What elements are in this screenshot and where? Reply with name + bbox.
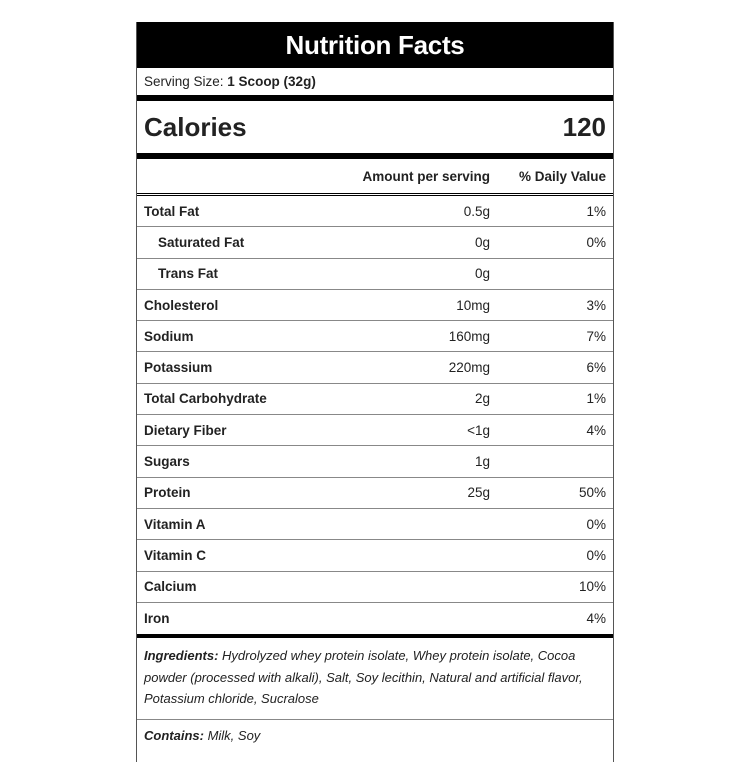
calories-value: 120 — [562, 111, 606, 142]
nutrient-row — [137, 259, 613, 290]
ingredients-text: Hydrolyzed whey protein isolate, Whey protein isolate, Cocoa powder (processed with alkali), Salt, Soy lecithin, Natural and artificial flavor, Potassium chloride, Sucralose — [144, 648, 583, 707]
nutrient-amount: 2g — [474, 391, 490, 407]
nutrient-daily-value: 1% — [586, 203, 606, 219]
ingredients-block — [137, 638, 613, 720]
nutrient-amount: 0.5g — [463, 203, 490, 219]
nutrient-row — [137, 384, 613, 415]
contains-label: Contains: — [144, 727, 208, 743]
nutrient-amount: 160mg — [448, 328, 490, 344]
nutrient-daily-value: 0% — [586, 547, 606, 563]
nutrient-row — [137, 478, 613, 509]
serving-size — [137, 68, 613, 101]
ingredients-label: Ingredients: — [144, 648, 223, 664]
nutrient-row — [137, 321, 613, 352]
serving-size-label: Serving Size: — [144, 74, 228, 89]
calories-label: Calories — [144, 111, 247, 142]
nutrient-row — [137, 540, 613, 571]
nutrient-name: Dietary Fiber — [144, 422, 227, 438]
nutrient-amount: 0g — [474, 266, 490, 282]
nutrient-daily-value: 10% — [578, 579, 606, 595]
nutrient-row — [137, 352, 613, 383]
nutrient-row — [137, 196, 613, 227]
nutrient-name: Sugars — [144, 454, 190, 470]
nutrient-name: Calcium — [144, 579, 197, 595]
nutrient-daily-value: 50% — [578, 485, 606, 501]
nutrient-amount: 0g — [474, 234, 490, 250]
nutrient-row — [137, 509, 613, 540]
calories-row — [137, 101, 613, 159]
nutrient-name: Saturated Fat — [158, 234, 245, 250]
nutrient-daily-value: 4% — [586, 422, 606, 438]
nutrient-row — [137, 415, 613, 446]
nutrient-amount: 1g — [474, 454, 490, 470]
nutrient-amount: 220mg — [448, 360, 490, 376]
nutrient-daily-value: 6% — [586, 360, 606, 376]
nutrient-row — [137, 572, 613, 603]
nutrient-name: Cholesterol — [144, 297, 219, 313]
label-title: Nutrition Facts — [137, 22, 613, 68]
nutrient-name: Vitamin C — [144, 547, 207, 563]
nutrient-row — [137, 446, 613, 477]
nutrient-row — [137, 290, 613, 321]
contains-text: Milk, Soy — [207, 727, 261, 743]
column-header — [137, 159, 613, 196]
nutrient-name: Potassium — [144, 360, 213, 376]
nutrient-daily-value: 1% — [586, 391, 606, 407]
nutrient-name: Sodium — [144, 328, 194, 344]
nutrient-name: Iron — [144, 611, 170, 626]
nutrition-facts-label — [136, 22, 614, 762]
nutrient-row — [137, 603, 613, 634]
daily-value-header: % Daily Value — [518, 168, 606, 184]
nutrient-name: Trans Fat — [158, 266, 219, 282]
nutrient-name: Vitamin A — [144, 516, 206, 532]
nutrient-daily-value: 7% — [586, 328, 606, 344]
nutrient-name: Total Fat — [144, 203, 200, 219]
nutrient-daily-value: 0% — [586, 516, 606, 532]
nutrient-row — [137, 227, 613, 258]
nutrient-amount: 25g — [467, 485, 490, 501]
serving-size-value: 1 Scoop (32g) — [227, 74, 316, 89]
nutrient-amount: 10mg — [456, 297, 490, 313]
nutrient-name: Total Carbohydrate — [144, 391, 267, 407]
amount-per-serving-header: Amount per serving — [362, 168, 490, 184]
nutrient-daily-value: 3% — [586, 297, 606, 313]
nutrient-table — [137, 196, 613, 638]
nutrient-amount: <1g — [467, 422, 490, 438]
nutrient-name: Protein — [144, 485, 191, 501]
contains-block — [137, 720, 613, 751]
nutrient-daily-value: 4% — [586, 611, 606, 626]
nutrient-daily-value: 0% — [586, 234, 606, 250]
